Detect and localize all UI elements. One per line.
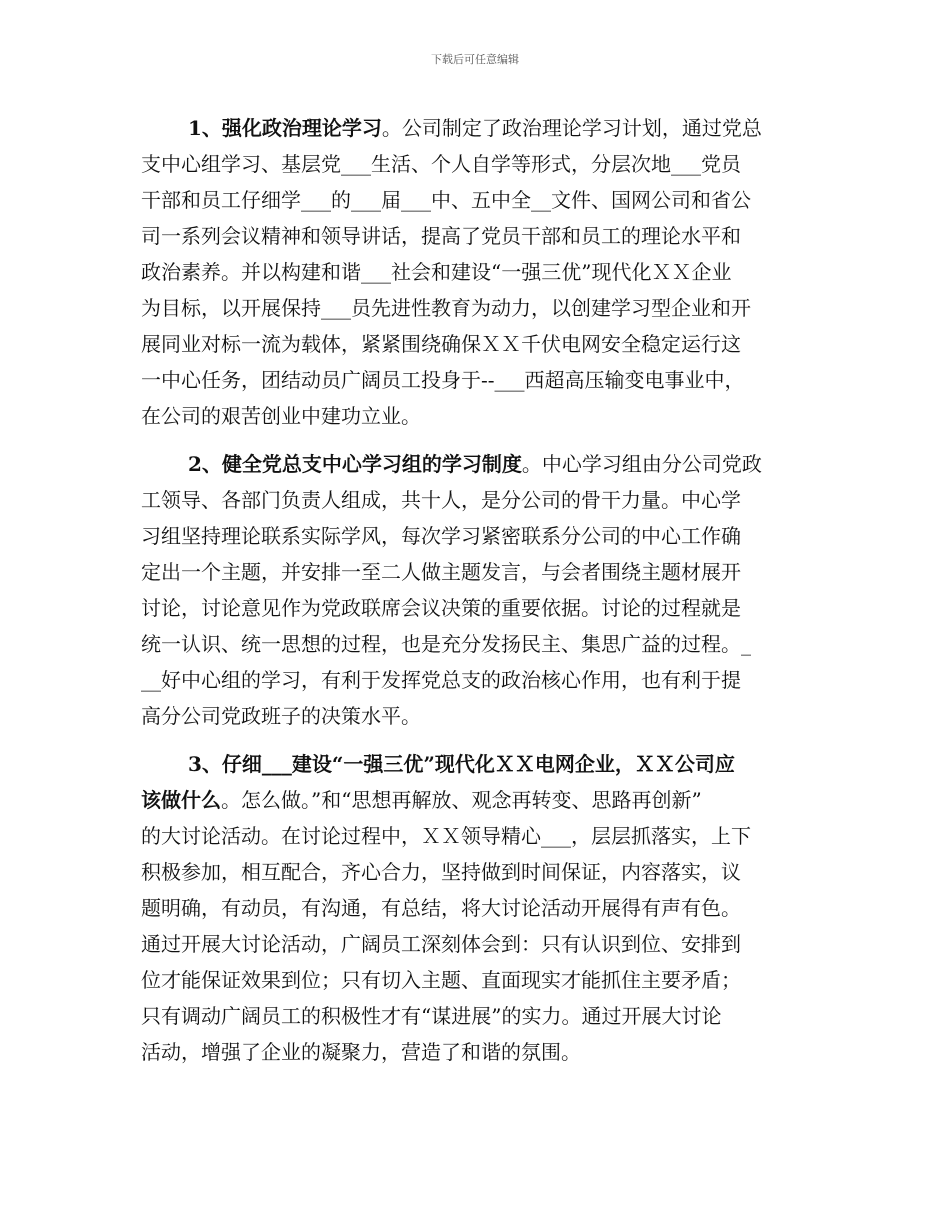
paragraph-1-line-3 [141, 187, 751, 213]
body-text: 展同业对标一流为载体，紧紧围绕确保ＸＸ千伏电网安全稳定运行这 [141, 332, 741, 356]
paragraph-2-line-6 [141, 631, 751, 657]
body-text: 活动，增强了企业的凝聚力，营造了和谐的氛围。 [141, 1040, 581, 1064]
body-text: 为目标，以开展保持___员先进性教育为动力，以创建学习型企业和开 [141, 296, 751, 320]
body-text: 的大讨论活动。在讨论过程中，ＸＸ领导精心___，层层抓落实，上下 [141, 824, 751, 848]
body-text: 支中心组学习、基层党___生活、个人自学等形式，分层次地___党员 [141, 152, 741, 176]
body-text: 位才能保证效果到位；只有切入主题、直面现实才能抓住主要矛盾； [141, 968, 741, 992]
paragraph-1-line-2 [141, 151, 741, 177]
paragraph-3-line-8 [141, 1003, 721, 1029]
paragraph-3-line-6 [141, 931, 741, 957]
body-text: 工领导、各部门负责人组成，共十人，是分公司的骨干力量。中心学 [141, 488, 741, 512]
heading-3-continued: 该做什么 [141, 788, 221, 812]
body-text: __好中心组的学习，有利于发挥党总支的政治核心作用，也有利于提 [141, 668, 741, 692]
paragraph-3-line-2 [141, 787, 702, 813]
paragraph-1-line-6 [141, 295, 751, 321]
paragraph-2-line-1 [188, 451, 762, 477]
body-text: 通过开展大讨论活动，广阔员工深刻体会到：只有认识到位、安排到 [141, 932, 741, 956]
body-text: 讨论，讨论意见作为党政联席会议决策的重要依据。讨论的过程就是 [141, 596, 741, 620]
paragraph-2-line-8 [141, 703, 421, 729]
body-text: 题明确，有动员，有沟通，有总结，将大讨论活动开展得有声有色。 [141, 896, 741, 920]
paragraph-1-line-8 [141, 367, 745, 393]
paragraph-1-line-5 [141, 259, 731, 285]
body-text: 司一系列会议精神和领导讲话，提高了党员干部和员工的理论水平和 [141, 224, 741, 248]
paragraph-3-line-7 [141, 967, 741, 993]
paragraph-2-line-4 [141, 559, 741, 585]
body-text: 政治素养。并以构建和谐___社会和建设“一强三优”现代化ＸＸ企业 [141, 260, 732, 284]
body-text: 在公司的艰苦创业中建功立业。 [141, 404, 421, 428]
paragraph-2-line-5 [141, 595, 741, 621]
header-note: 下载后可任意编辑 [431, 53, 519, 66]
body-text: 定出一个主题，并安排一至二人做主题发言，与会者围绕主题材展开 [141, 560, 741, 584]
paragraph-2-line-2 [141, 487, 741, 513]
paragraph-2-line-3 [141, 523, 741, 549]
paragraph-1-line-9 [141, 403, 421, 429]
body-text: 积极参加，相互配合，齐心合力，坚持做到时间保证，内容落实，议 [141, 860, 741, 884]
heading-3: 3、仔细___建设“一强三优”现代化ＸＸ电网企业，ＸＸ公司应 [188, 752, 735, 776]
body-text: 高分公司党政班子的决策水平。 [141, 704, 421, 728]
body-text: 习组坚持理论联系实际学风，每次学习紧密联系分公司的中心工作确 [141, 524, 741, 548]
body-text: 。中心学习组由分公司党政 [521, 452, 762, 476]
body-text: 。怎么做。”和“思想再解放、观念再转变、思路再创新” [221, 788, 702, 812]
body-text: 。公司制定了政治理论学习计划，通过党总 [381, 116, 762, 140]
paragraph-3-line-9 [141, 1039, 581, 1065]
paragraph-3-line-3 [141, 823, 751, 849]
paragraph-3-line-5 [141, 895, 741, 921]
paragraph-1-line-4 [141, 223, 741, 249]
heading-1: 1、强化政治理论学习 [188, 116, 382, 140]
body-text: 统一认识、统一思想的过程，也是充分发扬民主、集思广益的过程。_ [141, 632, 751, 656]
paragraph-1-line-1 [188, 115, 762, 141]
paragraph-3-line-1 [188, 751, 735, 777]
body-text: 干部和员工仔细学___的___届___中、五中全__文件、国网公司和省公 [141, 188, 751, 212]
body-text: 一中心任务，团结动员广阔员工投身于--___西超高压输变电事业中， [141, 368, 745, 392]
paragraph-3-line-4 [141, 859, 741, 885]
paragraph-2-line-7 [141, 667, 741, 693]
body-text: 只有调动广阔员工的积极性才有“谋进展”的实力。通过开展大讨论 [141, 1004, 722, 1028]
heading-2: 2、健全党总支中心学习组的学习制度 [188, 452, 522, 476]
paragraph-1-line-7 [141, 331, 741, 357]
